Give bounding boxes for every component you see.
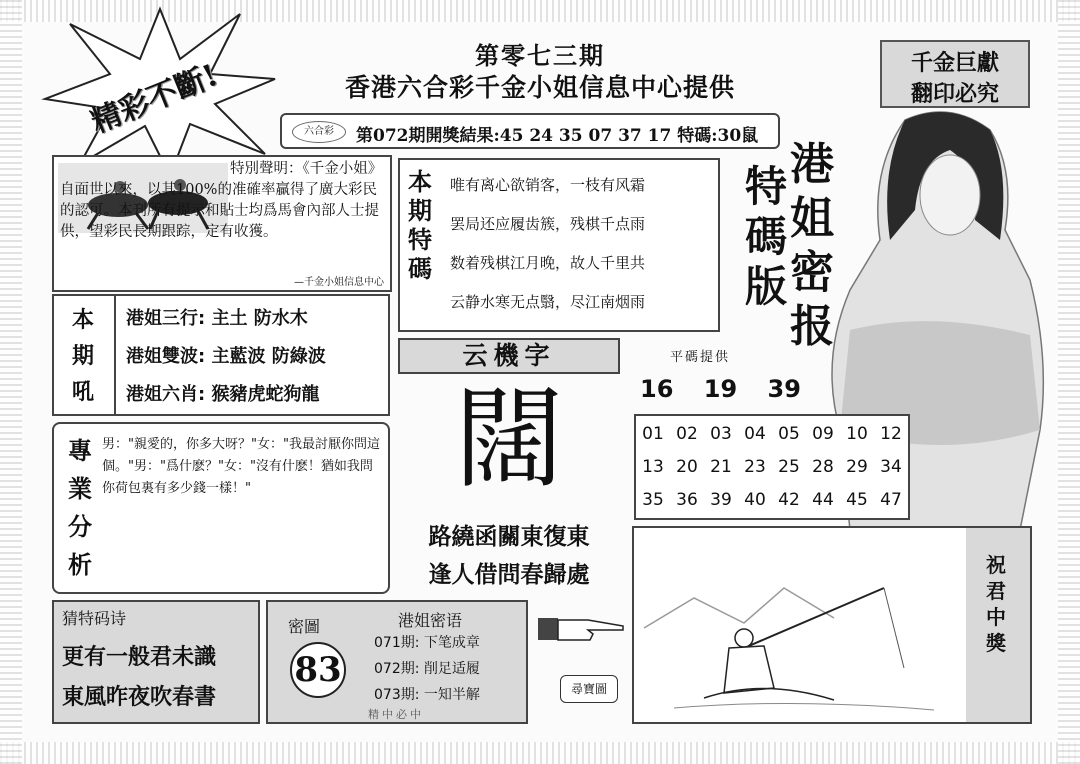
row-key: 港姐雙波: bbox=[126, 346, 206, 367]
notice-signature: —千金小姐信息中心 bbox=[294, 277, 384, 288]
grid-cell: 28 bbox=[812, 457, 834, 477]
stamp-line1: 千金巨獻 bbox=[910, 51, 999, 76]
poem-box bbox=[398, 158, 720, 332]
issue-number: 第零七三期 bbox=[475, 42, 605, 70]
draw-result-bar bbox=[280, 113, 780, 149]
grid-cell: 47 bbox=[880, 490, 902, 510]
flat-codes-grid bbox=[634, 414, 910, 520]
copyright-stamp bbox=[880, 40, 1030, 108]
grid-row bbox=[636, 424, 908, 444]
grid-cell: 03 bbox=[710, 424, 732, 444]
flat-codes-title: 平碼提供 bbox=[670, 350, 731, 365]
row-value: 主藍波 防綠波 bbox=[211, 346, 326, 367]
grid-cell: 01 bbox=[642, 424, 664, 444]
secret-text: 削足适履 bbox=[423, 661, 480, 677]
grid-cell: 29 bbox=[846, 457, 868, 477]
treasure-label: 尋寶圖 bbox=[560, 675, 618, 703]
grid-cell: 02 bbox=[676, 424, 698, 444]
grid-cell: 34 bbox=[880, 457, 902, 477]
left-border-pattern bbox=[0, 0, 22, 764]
secret-box bbox=[266, 600, 528, 724]
stamp-line2: 翻印必究 bbox=[910, 82, 999, 107]
poem-line: 唯有离心欲销客，一枝有风霜 bbox=[450, 176, 646, 194]
secret-text: 一知半解 bbox=[423, 687, 480, 703]
treasure-box bbox=[632, 526, 1032, 724]
period-row bbox=[126, 342, 326, 368]
secret-title: 港姐密语 bbox=[398, 611, 463, 630]
pointing-hand-icon bbox=[538, 612, 628, 646]
grid-cell: 35 bbox=[642, 490, 664, 510]
grid-cell: 42 bbox=[778, 490, 800, 510]
provider-title: 香港六合彩千金小姐信息中心提供 bbox=[344, 73, 735, 102]
period-divider bbox=[114, 296, 116, 414]
grid-cell: 13 bbox=[642, 457, 664, 477]
grid-cell: 10 bbox=[846, 424, 868, 444]
secret-footer: 精中必中 bbox=[368, 708, 424, 721]
grid-cell: 36 bbox=[676, 490, 698, 510]
draw-result-text: 第072期開獎結果:45 24 35 07 37 17 特碼:30鼠 bbox=[356, 126, 759, 146]
poem-lines bbox=[450, 174, 645, 330]
fisherman-illustration bbox=[634, 528, 964, 722]
grid-row bbox=[636, 457, 908, 477]
poem-line: 云静水寒无点翳，尽江南烟雨 bbox=[450, 293, 646, 311]
secret-label: 密圖 bbox=[288, 617, 321, 636]
analysis-label: 專業分析 bbox=[68, 436, 92, 579]
grid-cell: 23 bbox=[744, 457, 766, 477]
riddle-line1: 更有一般君未識 bbox=[62, 645, 217, 670]
riddle-title: 猜特码诗 bbox=[62, 609, 127, 628]
period-row bbox=[126, 304, 308, 330]
blessing-text: 祝君中獎 bbox=[986, 553, 1006, 655]
analysis-box bbox=[52, 422, 390, 594]
right-border-pattern bbox=[1058, 0, 1080, 764]
bottom-border-pattern bbox=[0, 742, 1080, 764]
yunjizi-title: 云機字 bbox=[462, 341, 556, 370]
notice-text: 特別聲明：《千金小姐》自面世以來，以其100%的准確率贏得了廣大彩民的認可。本刊所有提示和貼士均爲馬會內部人士提供，望彩民長期跟踪，定有收獲。 bbox=[60, 161, 383, 240]
secret-row bbox=[374, 632, 480, 652]
grid-cell: 05 bbox=[778, 424, 800, 444]
featured-code: 16 bbox=[640, 375, 674, 403]
grid-cell: 44 bbox=[812, 490, 834, 510]
featured-code: 19 bbox=[703, 375, 738, 403]
secret-period: 071期: bbox=[374, 635, 420, 651]
row-value: 猴豬虎蛇狗龍 bbox=[211, 384, 320, 405]
grid-cell: 45 bbox=[846, 490, 868, 510]
row-key: 港姐三行: bbox=[126, 308, 206, 329]
period-box bbox=[52, 294, 390, 416]
secret-text: 下笔成章 bbox=[423, 635, 480, 651]
blessing-panel bbox=[966, 528, 1030, 722]
row-value: 主土 防水木 bbox=[211, 308, 308, 329]
yunjizi-character: 闊 bbox=[454, 375, 564, 503]
grid-cell: 20 bbox=[676, 457, 698, 477]
mark-six-logo: 六合彩 bbox=[292, 121, 346, 143]
secret-number: 83 bbox=[290, 642, 346, 698]
yunjizi-header bbox=[398, 338, 620, 374]
notice-box bbox=[52, 155, 392, 292]
poem-line: 数着残棋江月晚，故人千里共 bbox=[450, 254, 646, 272]
featured-codes bbox=[640, 375, 801, 403]
period-row bbox=[126, 380, 319, 406]
period-label: 本期吼 bbox=[72, 307, 95, 405]
grid-cell: 40 bbox=[744, 490, 766, 510]
burst-text: 精彩不斷! bbox=[86, 57, 223, 141]
riddle-line2: 東風昨夜吹春書 bbox=[62, 685, 217, 710]
analysis-text: 男："親愛的，你多大呀？"女："我最討厭你問這個。"男："爲什麽？"女："沒有什麽！猶如我問你荷包裏有多少錢一樣！" bbox=[102, 437, 380, 496]
grid-cell: 09 bbox=[812, 424, 834, 444]
grid-row bbox=[636, 490, 908, 510]
secret-row bbox=[374, 658, 480, 678]
secret-period: 072期: bbox=[374, 661, 420, 677]
grid-cell: 12 bbox=[880, 424, 902, 444]
yunjizi-line1: 路繞函關東復東 bbox=[428, 524, 590, 550]
grid-cell: 39 bbox=[710, 490, 732, 510]
vertical-title-col2: 港姐密报 bbox=[790, 139, 834, 352]
riddle-box bbox=[52, 600, 260, 724]
secret-row bbox=[374, 684, 480, 704]
yunjizi-line2: 逢人借問春歸處 bbox=[428, 562, 590, 588]
featured-code: 39 bbox=[767, 375, 801, 403]
grid-cell: 04 bbox=[744, 424, 766, 444]
poem-title: 本期特碼 bbox=[408, 168, 432, 283]
secret-period: 073期: bbox=[374, 687, 420, 703]
grid-cell: 25 bbox=[778, 457, 800, 477]
vertical-title-col1: 特碼版 bbox=[745, 162, 788, 311]
row-key: 港姐六肖: bbox=[126, 384, 206, 405]
grid-cell: 21 bbox=[710, 457, 732, 477]
poem-line: 罢局还应履齿簇，残棋千点雨 bbox=[450, 215, 646, 233]
